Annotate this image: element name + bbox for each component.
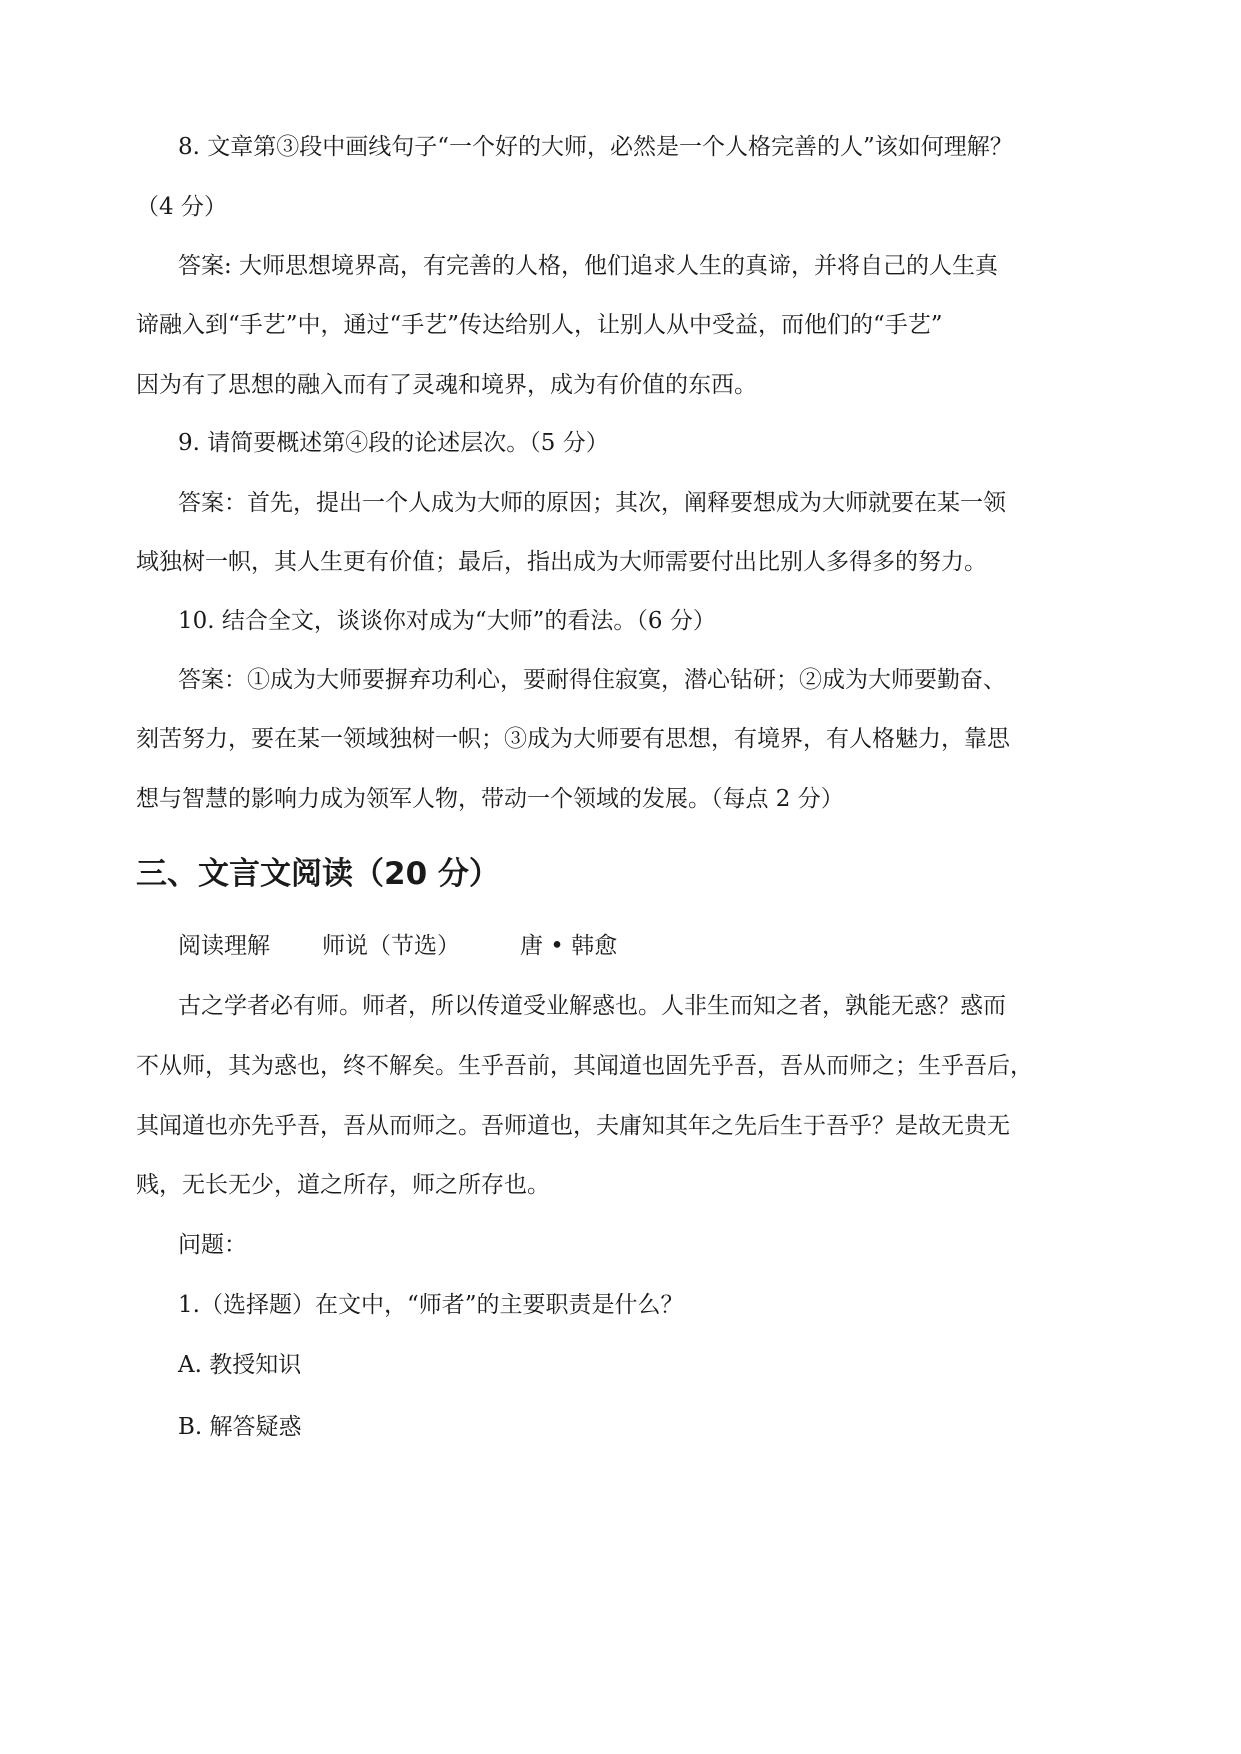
passage-title: 师说（节选）	[322, 933, 460, 959]
q8-question-line-1: 8. 文章第③段中画线句子“一个好的大师，必然是一个人格完善的人”该如何理解？	[178, 134, 1013, 160]
q10-question: 10. 结合全文，谈谈你对成为“大师”的看法。（6 分）	[178, 608, 716, 634]
q8-answer-line-3: 因为有了思想的融入而有了灵魂和境界，成为有价值的东西。	[136, 372, 757, 398]
passage-line-2: 不从师，其为惑也，终不解矣。生乎吾前，其闻道也固先乎吾，吾从而师之；生乎吾后，	[136, 1053, 1033, 1079]
option-b: B. 解答疑惑	[178, 1414, 302, 1440]
section-heading: 三、文言文阅读（20 分）	[136, 856, 500, 892]
passage-line-3: 其闻道也亦先乎吾，吾从而师之。吾师道也，夫庸知其年之先后生于吾乎？是故无贵无	[136, 1113, 1010, 1139]
q9-question: 9. 请简要概述第④段的论述层次。（5 分）	[178, 430, 609, 456]
passage-author: 唐 • 韩愈	[520, 933, 618, 959]
q10-answer-line-1: 答案：①成为大师要摒弃功利心，要耐得住寂寞，潜心钻研；②成为大师要勤奋、	[178, 667, 1006, 693]
option-a: A. 教授知识	[178, 1352, 302, 1378]
passage-line-4: 贱，无长无少，道之所存，师之所存也。	[136, 1172, 550, 1198]
passage-header	[178, 928, 617, 964]
q8-answer-line-1: 答案: 大师思想境界高，有完善的人格，他们追求人生的真谛，并将自己的人生真	[178, 253, 999, 279]
passage-line-1: 古之学者必有师。师者，所以传道受业解惑也。人非生而知之者，孰能无惑？惑而	[178, 993, 1006, 1019]
q10-answer-line-3: 想与智慧的影响力成为领军人物，带动一个领域的发展。（每点 2 分）	[136, 786, 844, 812]
q8-answer-line-2: 谛融入到“手艺”中，通过“手艺”传达给别人，让别人从中受益，而他们的“手艺”	[136, 312, 943, 338]
q9-answer-line-1: 答案：首先，提出一个人成为大师的原因；其次，阐释要想成为大师就要在某一领	[178, 490, 1006, 516]
reading-label: 阅读理解	[178, 933, 270, 959]
questions-label: 问题：	[178, 1232, 247, 1258]
q9-answer-line-2: 域独树一帜，其人生更有价值；最后，指出成为大师需要付出比别人多得多的努力。	[136, 549, 987, 575]
question-1: 1.（选择题）在文中，“师者”的主要职责是什么？	[178, 1292, 684, 1318]
q10-answer-line-2: 刻苦努力，要在某一领域独树一帜；③成为大师要有思想，有境界，有人格魅力，靠思	[136, 726, 1010, 752]
q8-question-line-2: （4 分）	[136, 194, 227, 220]
